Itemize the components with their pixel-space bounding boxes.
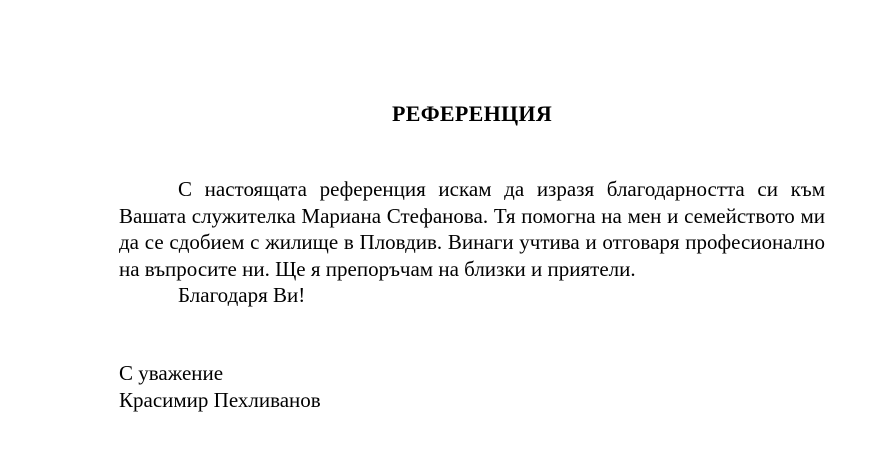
body-paragraph: С настоящата референция искам да изразя благодарността си към Вашата служителка Мариана Стефанова. Тя помогна на мен и семейството ми да се сдобием с жилище в Пловдив. Винаги учтива и отговаря професионално на въпросите ни. Ще я препоръчам на близки и приятели. xyxy=(119,177,825,281)
thanks-line: Благодаря Ви! xyxy=(178,283,306,307)
document-body xyxy=(119,176,825,309)
signature-name: Красимир Пехливанов xyxy=(119,388,321,412)
closing-salutation: С уважение xyxy=(119,361,224,385)
closing-block xyxy=(119,360,321,414)
document-title: РЕФЕРЕНЦИЯ xyxy=(391,101,553,126)
